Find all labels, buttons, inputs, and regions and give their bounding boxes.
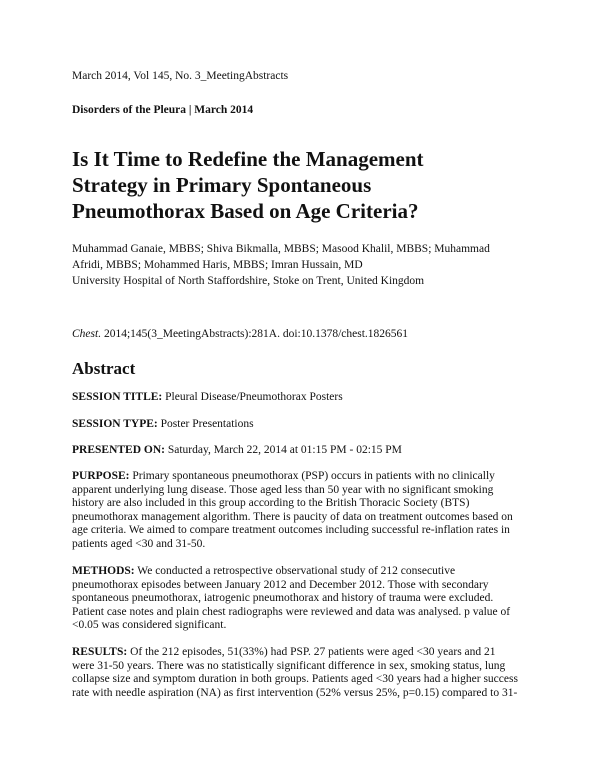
field-label: METHODS:: [72, 565, 135, 577]
title-line: Is It Time to Redefine the Management: [72, 147, 424, 171]
purpose-paragraph: [72, 470, 542, 551]
paragraph-line: <0.05 was considered significant.: [72, 619, 227, 631]
field-value: Pleural Disease/Pneumothorax Posters: [162, 391, 343, 403]
field-value: Poster Presentations: [157, 418, 254, 430]
field-value: Saturday, March 22, 2014 at 01:15 PM - 02:15 PM: [164, 444, 402, 456]
field-label: RESULTS:: [72, 646, 128, 658]
citation-details: 2014;145(3_MeetingAbstracts):281A. doi:10.1378/chest.1826561: [101, 328, 409, 340]
section-heading: Disorders of the Pleura | March 2014: [72, 104, 254, 116]
author-line: Afridi, MBBS; Mohammed Haris, MBBS; Imran Hussain, MD: [72, 259, 363, 271]
paragraph-line: history are also included in this group according to the British Thoracic Society (BTS): [72, 497, 470, 509]
field-label: PURPOSE:: [72, 470, 130, 482]
citation: [72, 328, 408, 340]
field-label: SESSION TITLE:: [72, 391, 163, 403]
methods-paragraph: [72, 565, 542, 633]
session-type-field: [72, 418, 542, 432]
field-label: SESSION TYPE:: [72, 418, 158, 430]
paragraph-line: age criteria. We aimed to compare treatment outcomes including successful re-inflation rates in: [72, 524, 510, 536]
paragraph-line: spontaneous pneumothorax, iatrogenic pneumothorax and history of trauma were excluded.: [72, 592, 494, 604]
paragraph-line: apparent underlying lung disease. Those aged less than 50 year with no significant smoking: [72, 483, 494, 496]
citation-journal: Chest.: [72, 328, 102, 340]
field-label: PRESENTED ON:: [72, 444, 165, 456]
results-paragraph: [72, 646, 542, 700]
abstract-heading: Abstract: [72, 359, 136, 378]
presented-on-field: [72, 444, 542, 458]
affiliation: University Hospital of North Staffordshire, Stoke on Trent, United Kingdom: [72, 275, 425, 287]
journal-issue-line: March 2014, Vol 145, No. 3_MeetingAbstracts: [72, 70, 289, 82]
paragraph-line: pneumothorax management algorithm. There is paucity of data on treatment outcomes based on: [72, 510, 513, 523]
session-title-field: [72, 391, 542, 405]
title-line: Pneumothorax Based on Age Criteria?: [72, 199, 419, 223]
author-list: [72, 241, 542, 289]
paragraph-line: We conducted a retrospective observational study of 212 consecutive: [134, 565, 456, 577]
author-line: Muhammad Ganaie, MBBS; Shiva Bikmalla, MBBS; Masood Khalil, MBBS; Muhammad: [72, 243, 490, 255]
title-line: Strategy in Primary Spontaneous: [72, 173, 372, 197]
paragraph-line: Patient case notes and plain chest radiographs were reviewed and data was analysed. p value of: [72, 605, 511, 618]
article-title: [72, 146, 424, 224]
paragraph-line: collapse size and symptom duration in both groups. Patients aged <30 years had a higher success: [72, 673, 518, 685]
paragraph-line: were 31-50 years. There was no statistically significant difference in sex, smoking status, lung: [72, 659, 506, 672]
paragraph-line: Of the 212 episodes, 51(33%) had PSP. 27 patients were aged <30 years and 21: [127, 646, 496, 658]
paragraph-line: pneumothorax episodes between January 2012 and December 2012. Those with secondary: [72, 578, 489, 591]
paragraph-line: rate with needle aspiration (NA) as first intervention (52% versus 25%, p=0.15) compared to 31-: [72, 686, 518, 699]
paragraph-line: patients aged <30 and 31-50.: [72, 537, 206, 550]
paragraph-line: Primary spontaneous pneumothorax (PSP) occurs in patients with no clinically: [129, 470, 495, 482]
